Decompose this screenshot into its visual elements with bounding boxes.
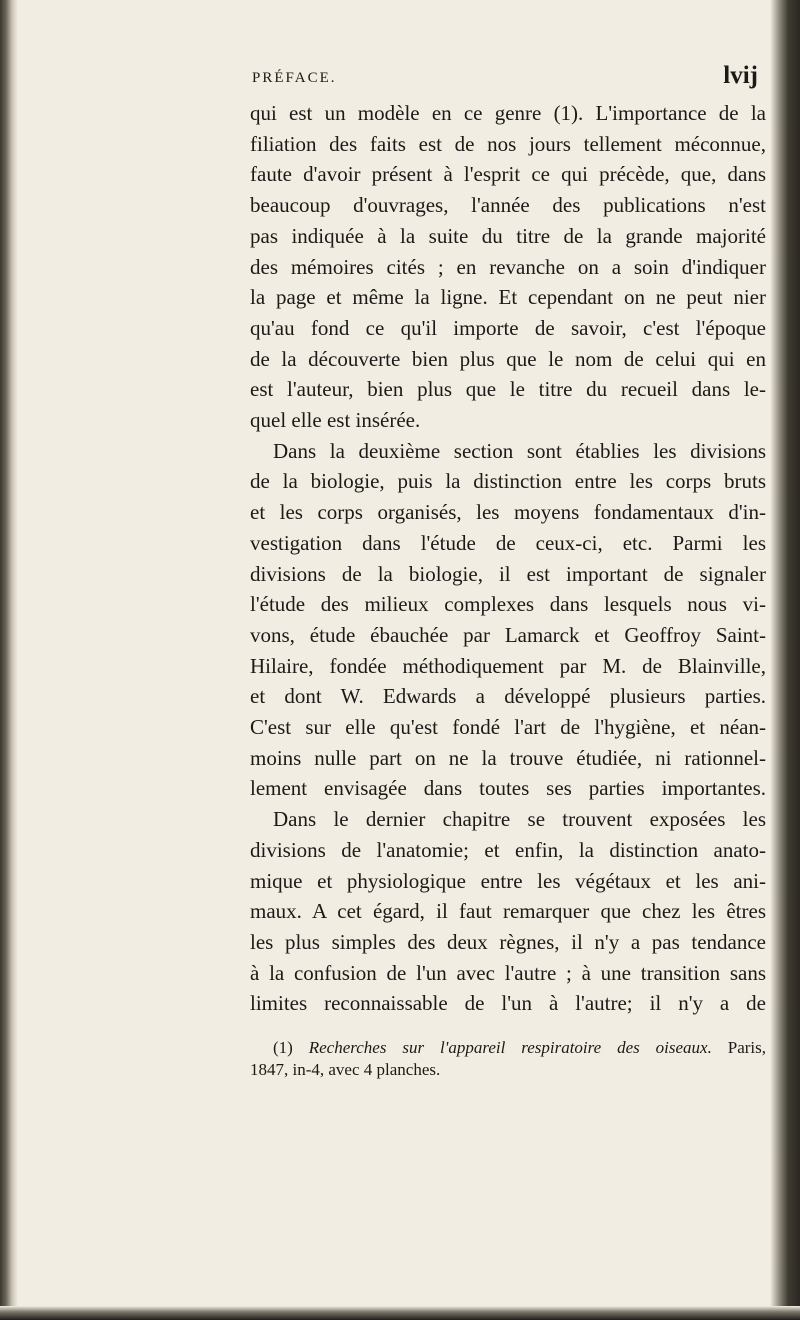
footnote-line xyxy=(250,1037,766,1059)
text-line: moins nulle part on ne la trouve étudiée, ni rationnel- xyxy=(250,745,766,770)
text-line: filiation des faits est de nos jours tellement méconnue, xyxy=(250,131,766,156)
page-number: lvij xyxy=(723,62,758,89)
text-line: lement envisagée dans toutes ses parties importantes. xyxy=(250,776,766,801)
text-line: faute d'avoir présent à l'esprit ce qui précède, que, dans xyxy=(250,162,766,187)
text-line: des mémoires cités ; en revanche on a soin d'indiquer xyxy=(250,254,766,279)
text-line: qui est un modèle en ce genre (1). L'importance de la xyxy=(250,101,766,125)
text-line: quel elle est insérée. xyxy=(250,408,421,433)
page-right-edge xyxy=(770,0,800,1320)
text-line: les plus simples des deux règnes, il n'y a pas tendance xyxy=(250,929,766,954)
text-line: maux. A cet égard, il faut remarquer que chez les êtres xyxy=(250,899,766,924)
text-line: et les corps organisés, les moyens fondamentaux d'in- xyxy=(250,500,766,525)
text-line: beaucoup d'ouvrages, l'année des publications n'est xyxy=(250,193,766,218)
text-line: C'est sur elle qu'est fondé l'art de l'hygiène, et néan- xyxy=(250,715,766,740)
footnote xyxy=(250,1037,766,1081)
text-line: Dans la deuxième section sont établies les divisions xyxy=(273,438,766,463)
page-bottom-edge xyxy=(0,1306,800,1320)
text-line: de la découverte bien plus que le nom de celui qui en xyxy=(250,346,766,371)
text-line: et dont W. Edwards a développé plusieurs parties. xyxy=(250,684,766,709)
text-line: divisions de la biologie, il est important de signaler xyxy=(250,561,766,586)
body-text xyxy=(250,98,766,1019)
text-line: à la confusion de l'un avec l'autre ; à une transition sans xyxy=(250,960,766,985)
page-left-edge xyxy=(0,0,18,1320)
text-line: vons, étude ébauchée par Lamarck et Geoffroy Saint- xyxy=(250,622,766,647)
text-line: divisions de l'anatomie; et enfin, la distinction anato- xyxy=(250,837,766,862)
text-line: qu'au fond ce qu'il importe de savoir, c'est l'époque xyxy=(250,315,766,340)
text-line: pas indiquée à la suite du titre de la grande majorité xyxy=(250,223,766,248)
text-line: de la biologie, puis la distinction entre les corps bruts xyxy=(250,469,766,494)
text-line: est l'auteur, bien plus que le titre du recueil dans le- xyxy=(250,377,766,402)
text-line: vestigation dans l'étude de ceux-ci, etc. Parmi les xyxy=(250,530,766,555)
text-line: limites reconnaissable de l'un à l'autre; il n'y a de xyxy=(250,991,766,1016)
footnote-marker: (1) xyxy=(273,1038,293,1057)
text-line: mique et physiologique entre les végétaux et les ani- xyxy=(250,868,766,893)
running-head: PRÉFACE. xyxy=(252,70,337,86)
footnote-line: 1847, in-4, avec 4 planches. xyxy=(250,1060,441,1079)
text-line: la page et même la ligne. Et cependant on ne peut nier xyxy=(250,285,766,310)
text-line: Hilaire, fondée méthodiquement par M. de Blainville, xyxy=(250,653,766,678)
page-header xyxy=(252,62,758,94)
text-line: Dans le dernier chapitre se trouvent exposées les xyxy=(273,807,766,832)
text-line: l'étude des milieux complexes dans lesquels nous vi- xyxy=(250,592,766,617)
footnote-title: Recherches sur l'appareil respiratoire des oiseaux. xyxy=(308,1038,712,1057)
footnote-rest: Paris, xyxy=(727,1038,766,1057)
